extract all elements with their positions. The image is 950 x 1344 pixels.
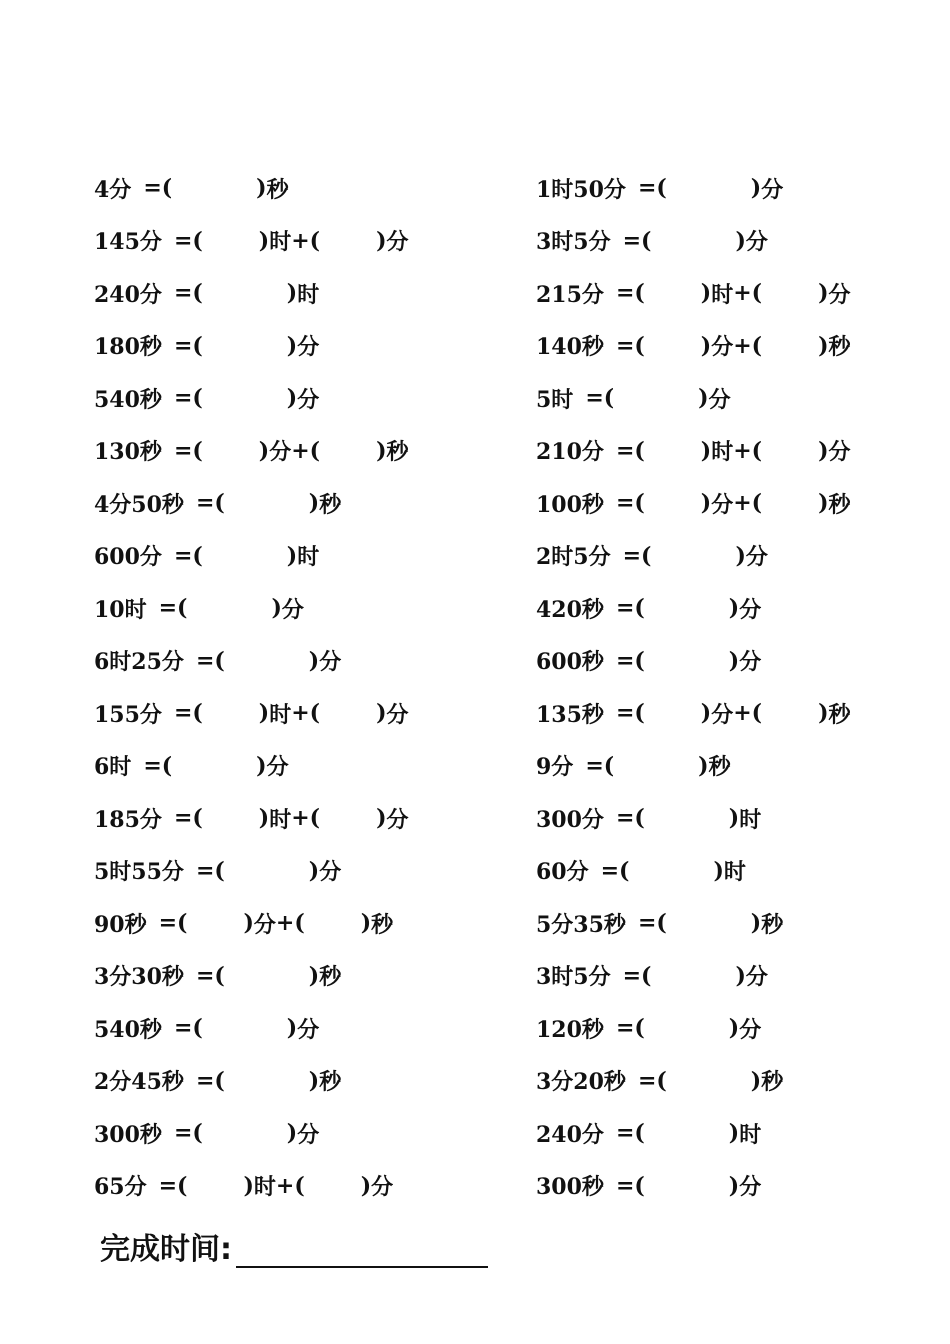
problem-expression: 6时 [94,754,132,781]
problem-expression: 3时5分 [536,229,611,256]
equals-open-paren: =( [615,595,645,622]
close-paren: ) [258,437,270,464]
answer-unit: 分 [711,334,734,361]
close-paren: ) [700,700,712,727]
plus-open-paren: +( [733,490,763,517]
right-problem-column [536,162,950,1212]
equals-open-paren: =( [173,542,203,569]
problem-expression: 240分 [536,1121,604,1148]
close-paren: ) [700,280,712,307]
problem-row [536,477,950,530]
problem-row [94,215,514,268]
answer-unit: 秒 [761,1069,784,1096]
problem-expression: 4分50秒 [94,491,184,518]
problem-expression: 5分35秒 [536,911,626,938]
problem-row [94,1160,514,1213]
close-paren: ) [376,437,387,464]
answer-unit: 分 [297,1016,320,1043]
plus-open-paren: +( [291,805,321,832]
close-paren: ) [735,962,746,989]
close-paren: ) [286,542,298,569]
problem-row [536,1055,950,1108]
equals-open-paren: =( [585,752,615,779]
close-paren: ) [818,700,829,727]
answer-unit: 时 [253,1174,276,1201]
answer-unit: 分 [281,596,304,623]
answer-unit: 分 [371,1174,394,1201]
completion-time-footer [100,1224,488,1268]
answer-unit: 时 [711,281,734,308]
problem-expression: 210分 [536,439,604,466]
close-paren: ) [360,1172,372,1199]
answer-unit: 时 [739,806,762,833]
answer-unit: 时 [297,281,320,308]
plus-open-paren: +( [733,280,763,307]
close-paren: ) [728,647,740,674]
answer-unit: 分 [297,1121,320,1148]
problem-expression: 600秒 [536,649,604,676]
close-paren: ) [258,700,270,727]
problem-expression: 2分45秒 [94,1069,184,1096]
answer-unit: 秒 [828,491,851,518]
close-paren: ) [698,752,709,779]
answer-unit: 秒 [371,911,394,938]
close-paren: ) [376,700,387,727]
problem-row [536,530,950,583]
equals-open-paren: =( [173,1015,203,1042]
equals-open-paren: =( [195,1067,225,1094]
answer-unit: 秒 [386,439,409,466]
equals-open-paren: =( [585,385,615,412]
equals-open-paren: =( [615,490,645,517]
problem-expression: 3分30秒 [94,964,184,991]
plus-open-paren: +( [733,332,763,359]
close-paren: ) [243,1172,254,1199]
equals-open-paren: =( [615,805,645,832]
answer-unit: 时 [711,439,734,466]
problem-row [94,792,514,845]
answer-unit: 秒 [319,1069,342,1096]
problem-row [536,1160,950,1213]
plus-open-paren: +( [291,227,321,254]
answer-unit: 分 [386,806,409,833]
problem-expression: 300分 [536,806,604,833]
answer-unit: 分 [319,859,342,886]
problem-row [94,372,514,425]
close-paren: ) [713,857,724,884]
equals-open-paren: =( [173,805,203,832]
equals-open-paren: =( [173,1120,203,1147]
answer-unit: 时 [269,229,292,256]
equals-open-paren: =( [173,700,203,727]
problem-expression: 120秒 [536,1016,604,1043]
equals-open-paren: =( [637,1067,667,1094]
answer-unit: 时 [739,1121,762,1148]
problem-row [536,215,950,268]
problem-expression: 540秒 [94,1016,162,1043]
answer-unit: 分 [386,229,409,256]
close-paren: ) [750,175,762,202]
problem-row [536,582,950,635]
equals-open-paren: =( [615,1015,645,1042]
problem-row [94,582,514,635]
problem-expression: 60分 [536,859,589,886]
problem-row [94,425,514,478]
problem-expression: 240分 [94,281,162,308]
plus-open-paren: +( [291,700,321,727]
problem-expression: 130秒 [94,439,162,466]
problem-expression: 180秒 [94,334,162,361]
problem-row [536,740,950,793]
close-paren: ) [376,227,387,254]
answer-unit: 分 [739,1174,762,1201]
problem-row [94,1107,514,1160]
problem-row [94,1055,514,1108]
close-paren: ) [308,647,320,674]
equals-open-paren: =( [195,490,225,517]
answer-unit: 分 [297,334,320,361]
plus-open-paren: +( [291,437,321,464]
problem-row [536,425,950,478]
equals-open-paren: =( [158,1172,188,1199]
close-paren: ) [750,910,762,937]
answer-unit: 分 [266,754,289,781]
close-paren: ) [728,1015,740,1042]
problem-row [94,740,514,793]
problem-expression: 300秒 [94,1121,162,1148]
problem-row [94,950,514,1003]
close-paren: ) [286,1015,298,1042]
close-paren: ) [376,805,387,832]
problem-row [536,950,950,1003]
problem-row [94,267,514,320]
answer-unit: 时 [269,806,292,833]
answer-unit: 时 [269,701,292,728]
problem-expression: 3时5分 [536,964,611,991]
problem-expression: 9分 [536,754,574,781]
problem-row [536,372,950,425]
problem-expression: 600分 [94,544,162,571]
close-paren: ) [735,542,746,569]
close-paren: ) [286,385,298,412]
close-paren: ) [728,595,740,622]
equals-open-paren: =( [173,437,203,464]
equals-open-paren: =( [615,700,645,727]
problem-row [94,320,514,373]
problem-expression: 540秒 [94,386,162,413]
answer-unit: 分 [745,229,768,256]
equals-open-paren: =( [173,385,203,412]
problem-expression: 145分 [94,229,162,256]
answer-unit: 分 [269,439,292,466]
answer-unit: 分 [711,491,734,518]
problem-row [536,267,950,320]
equals-open-paren: =( [195,647,225,674]
problem-row [94,845,514,898]
close-paren: ) [360,910,372,937]
close-paren: ) [818,437,829,464]
problem-row [94,162,514,215]
answer-unit: 时 [723,859,746,886]
problem-expression: 10时 [94,596,147,623]
problem-expression: 5时 [536,386,574,413]
close-paren: ) [750,1067,762,1094]
answer-unit: 分 [297,386,320,413]
close-paren: ) [700,490,712,517]
problem-row [536,792,950,845]
equals-open-paren: =( [173,280,203,307]
equals-open-paren: =( [158,595,188,622]
close-paren: ) [818,332,829,359]
equals-open-paren: =( [158,910,188,937]
problem-row [536,687,950,740]
problem-expression: 1时50分 [536,176,626,203]
equals-open-paren: =( [615,1120,645,1147]
problem-expression: 155分 [94,701,162,728]
problem-expression: 100秒 [536,491,604,518]
problem-expression: 5时55分 [94,859,184,886]
problem-expression: 3分20秒 [536,1069,626,1096]
problem-expression: 140秒 [536,334,604,361]
problem-row [94,477,514,530]
equals-open-paren: =( [173,332,203,359]
close-paren: ) [286,332,298,359]
plus-open-paren: +( [733,700,763,727]
problem-expression: 300秒 [536,1174,604,1201]
answer-unit: 分 [828,281,851,308]
problem-expression: 2时5分 [536,544,611,571]
equals-open-paren: =( [615,280,645,307]
equals-open-paren: =( [622,542,652,569]
answer-unit: 秒 [319,491,342,518]
equals-open-paren: =( [637,175,667,202]
equals-open-paren: =( [195,962,225,989]
equals-open-paren: =( [615,647,645,674]
close-paren: ) [256,752,267,779]
close-paren: ) [818,490,829,517]
problem-expression: 6时25分 [94,649,184,676]
equals-open-paren: =( [622,227,652,254]
problem-row [94,530,514,583]
close-paren: ) [256,175,267,202]
problem-row [536,162,950,215]
equals-open-paren: =( [615,1172,645,1199]
problem-row [536,897,950,950]
plus-open-paren: +( [275,1172,305,1199]
answer-unit: 分 [739,649,762,676]
answer-unit: 分 [761,176,784,203]
close-paren: ) [308,1067,320,1094]
completion-time-blank[interactable] [236,1234,488,1268]
problem-row [536,635,950,688]
problem-expression: 4分 [94,176,132,203]
problem-expression: 65分 [94,1174,147,1201]
close-paren: ) [735,227,746,254]
close-paren: ) [818,280,829,307]
answer-unit: 秒 [319,964,342,991]
close-paren: ) [728,1120,740,1147]
problem-row [536,1107,950,1160]
close-paren: ) [258,805,270,832]
close-paren: ) [271,595,282,622]
answer-unit: 分 [745,964,768,991]
close-paren: ) [243,910,254,937]
plus-open-paren: +( [275,910,305,937]
answer-unit: 秒 [828,334,851,361]
answer-unit: 时 [297,544,320,571]
problem-expression: 420秒 [536,596,604,623]
answer-unit: 秒 [266,176,289,203]
problem-row [94,1002,514,1055]
problem-expression: 185分 [94,806,162,833]
answer-unit: 秒 [828,701,851,728]
completion-time-label: 完成时间: [100,1232,232,1267]
answer-unit: 分 [739,1016,762,1043]
close-paren: ) [308,857,320,884]
left-problem-column [94,162,514,1212]
answer-unit: 分 [253,911,276,938]
equals-open-paren: =( [143,752,173,779]
answer-unit: 分 [745,544,768,571]
answer-unit: 秒 [708,754,731,781]
answer-unit: 分 [319,649,342,676]
problem-row [536,320,950,373]
problem-expression: 215分 [536,281,604,308]
equals-open-paren: =( [615,332,645,359]
equals-open-paren: =( [600,857,630,884]
answer-unit: 分 [711,701,734,728]
close-paren: ) [286,280,298,307]
close-paren: ) [258,227,270,254]
close-paren: ) [700,437,712,464]
answer-unit: 分 [828,439,851,466]
equals-open-paren: =( [143,175,173,202]
close-paren: ) [308,962,320,989]
plus-open-paren: +( [733,437,763,464]
close-paren: ) [728,805,740,832]
problem-row [94,897,514,950]
equals-open-paren: =( [637,910,667,937]
close-paren: ) [286,1120,298,1147]
answer-unit: 分 [739,596,762,623]
answer-unit: 秒 [761,911,784,938]
problem-expression: 90秒 [94,911,147,938]
close-paren: ) [728,1172,740,1199]
close-paren: ) [308,490,320,517]
equals-open-paren: =( [622,962,652,989]
problem-expression: 135秒 [536,701,604,728]
close-paren: ) [700,332,712,359]
problem-row [536,1002,950,1055]
answer-unit: 分 [386,701,409,728]
close-paren: ) [698,385,709,412]
problem-row [536,845,950,898]
equals-open-paren: =( [195,857,225,884]
problem-row [94,687,514,740]
problem-row [94,635,514,688]
equals-open-paren: =( [173,227,203,254]
answer-unit: 分 [708,386,731,413]
equals-open-paren: =( [615,437,645,464]
